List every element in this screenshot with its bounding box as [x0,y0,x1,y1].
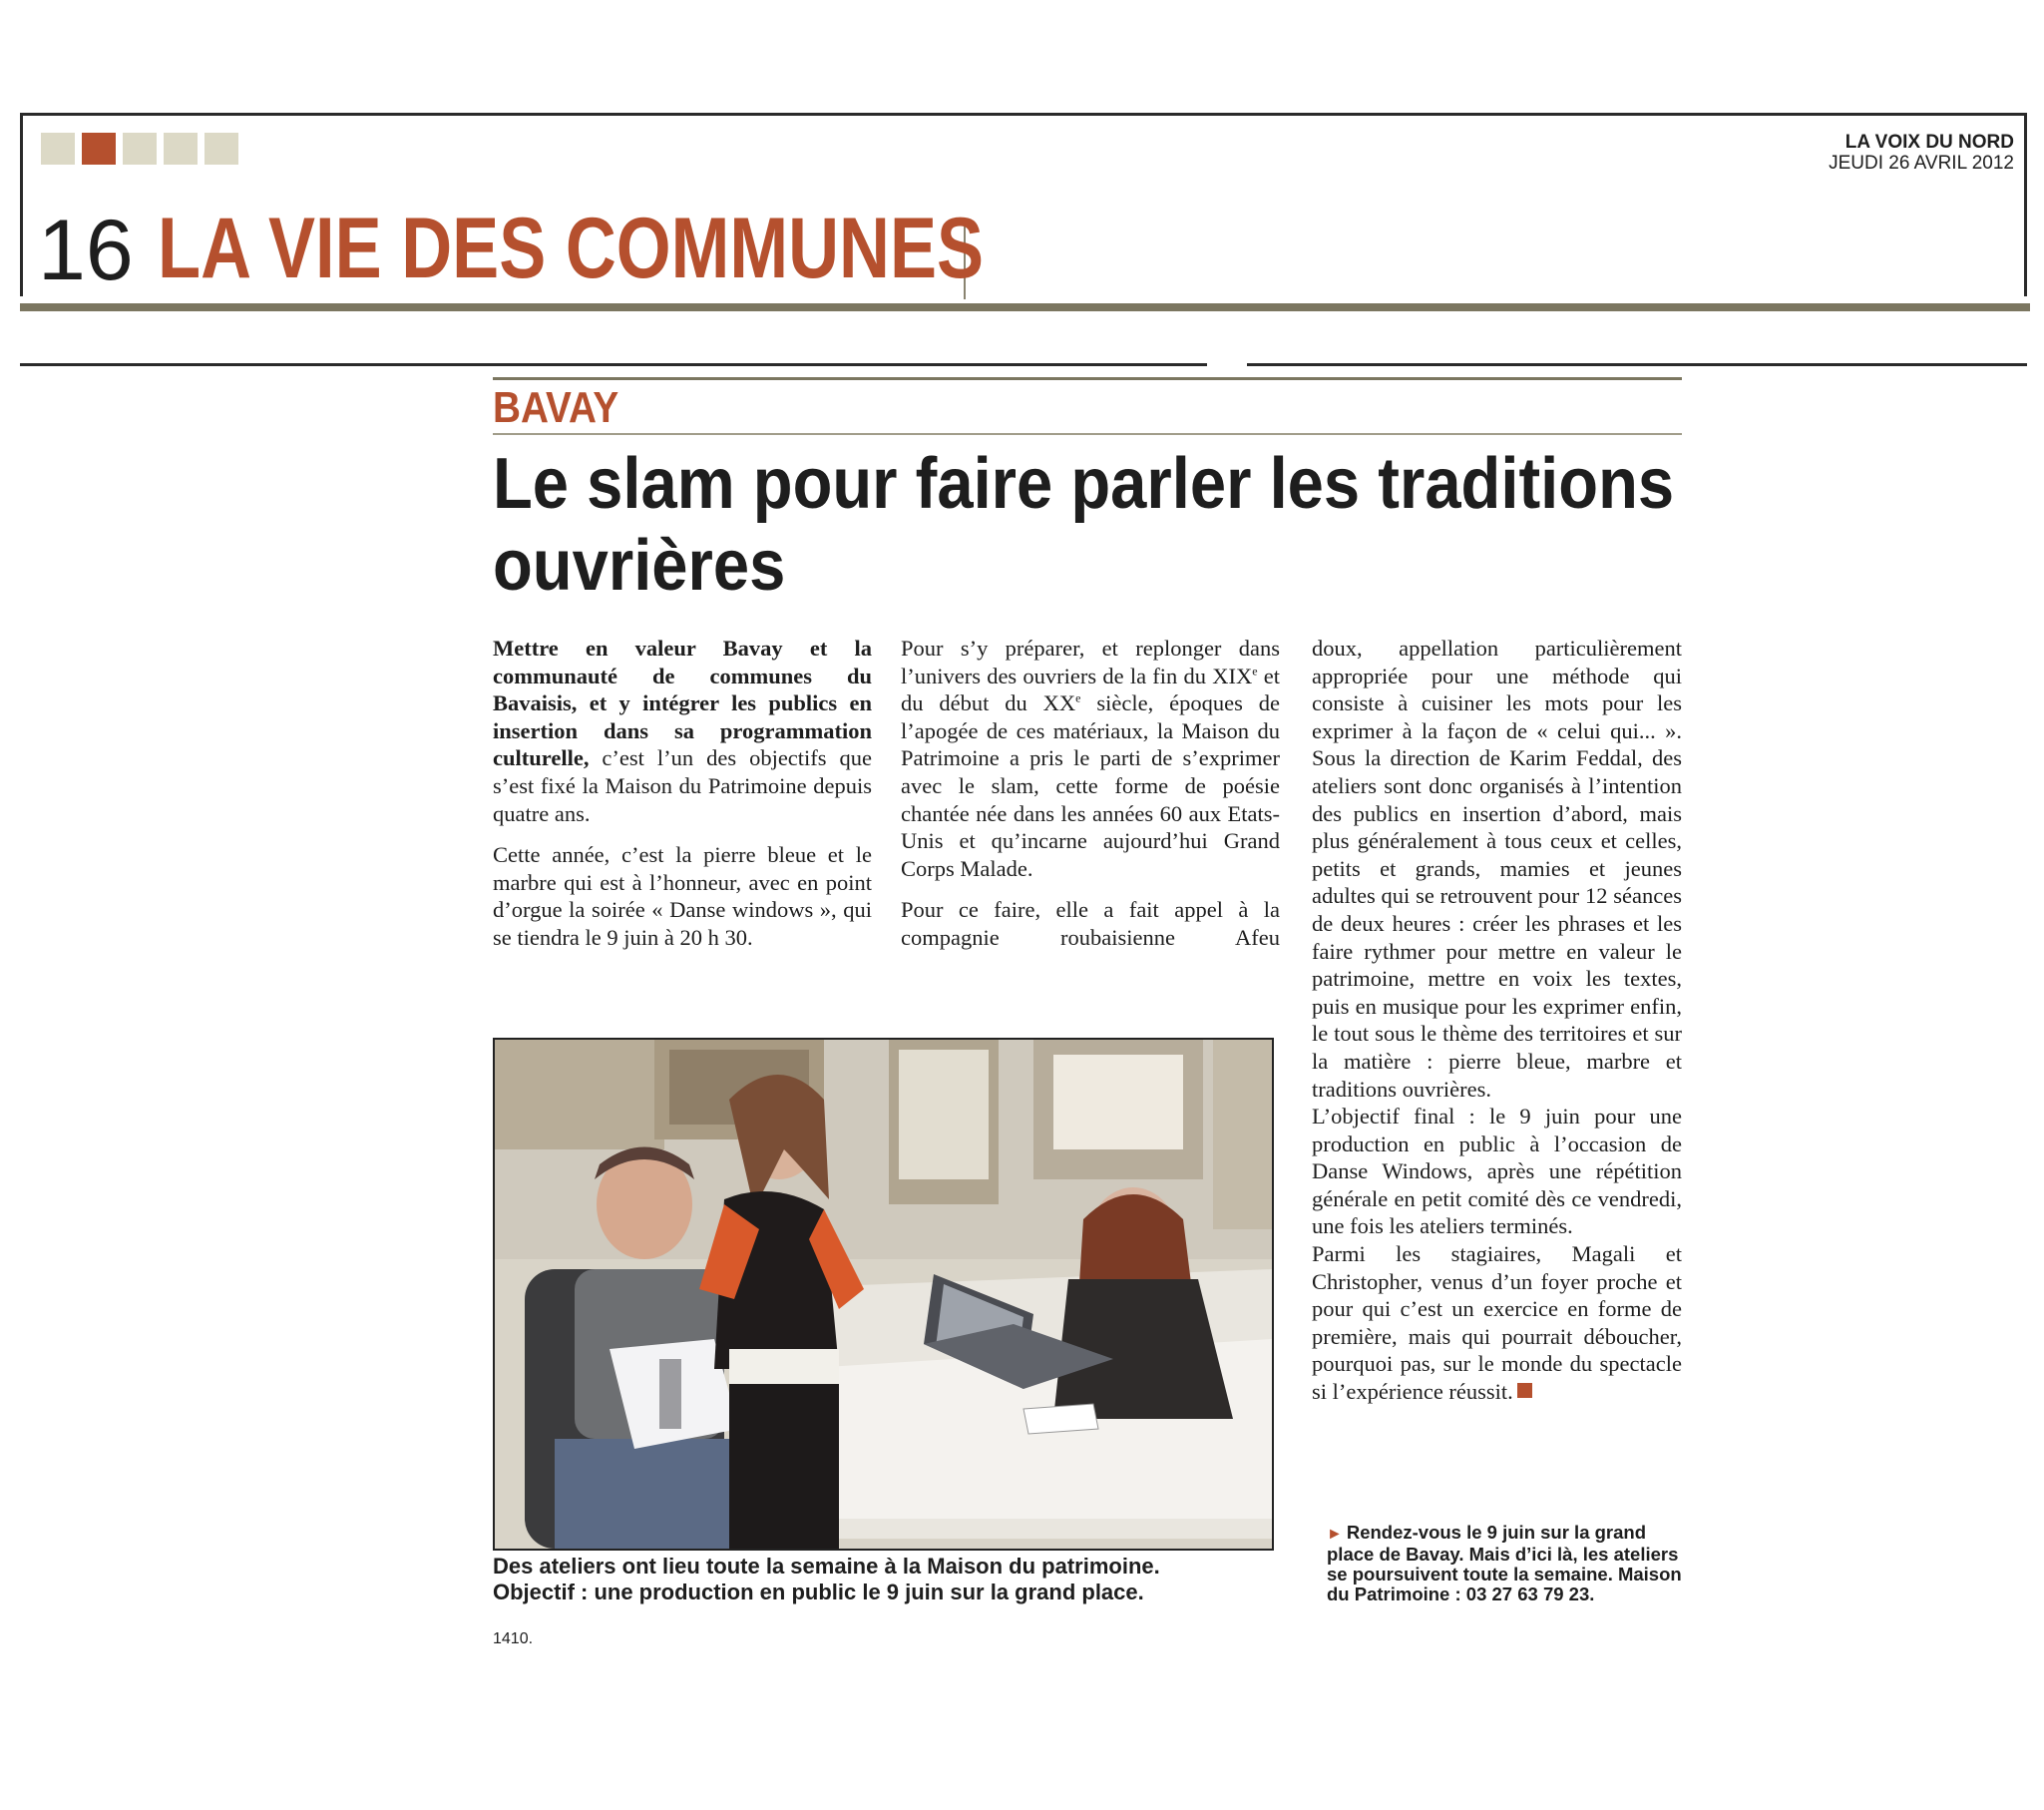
end-of-article-square-icon [1517,1383,1532,1398]
header-frame-left [20,113,23,296]
paragraph: Cette année, c’est la pierre bleue et le marbre qui est à l’honneur, avec en point d’orgue la soirée « Danse windows », qui se tiendra le 9 juin à 20 h 30. [493,842,872,950]
paragraph: doux, appellation particulièrement appropriée pour une méthode qui consiste à cuisiner les mots pour les exprimer à la façon de « celui qui... ». Sous la direction de Karim Feddal, des ateliers sont donc organisés à l’intention des publics en insertion d’abord, mais plus généralement à tous ceux et celles, petits et grands, mamies et jeunes adultes qui se retrouvent pour 12 séances de deux heures : créer les phrases et les faire rythmer pour mettre en valeur le patrimoine, mettre en voix les textes, puis en musique pour les exprimer enfin, le tout sous le thème des territoires et sur la matière : pierre bleue, marbre et traditions ouvrières. [1312,636,1682,1102]
paragraph [1312,1240,1682,1406]
publication-date: JEUDI 26 AVRIL 2012 [1829,153,2014,174]
indicator-square [41,133,75,165]
header-frame-top [20,113,2027,116]
triangle-right-icon: ► [1327,1526,1343,1543]
indicator-square-active [82,133,116,165]
page-number: 16 [38,203,134,298]
info-box [1327,1523,1686,1604]
kicker-rule-top [493,377,1682,380]
article-headline: Le slam pour faire parler les traditions ouvrières [493,444,1675,606]
superscript: e [1075,690,1081,705]
header-frame-right [2024,113,2027,296]
paragraph: Pour ce faire, elle a fait appel à la compagnie roubaisienne Afeu [901,897,1280,950]
superscript: e [1252,664,1258,679]
indicator-square [164,133,198,165]
indicator-square [123,133,157,165]
article-column-3 [1312,635,1682,1406]
divider-rule-right [1247,363,2027,366]
newspaper-name: LA VOIX DU NORD [1844,132,2014,153]
info-text: Rendez-vous le 9 juin sur la grand place de Bavay. Mais d’ici là, les ateliers se poursuivent toute la semaine. Maison du Patrimoine : 03 27 63 79 23. [1327,1522,1682,1604]
section-indicator-squares [41,133,238,165]
lead-paragraph [493,635,872,827]
caption-line: Objectif : une production en public le 9 juin sur la grand place. [493,1580,1144,1604]
section-title: LA VIE DES COMMUNES [158,201,985,296]
footer-code: 1410. [493,1630,534,1647]
lead-bold-text: Mettre en valeur Bavay et la communauté de communes du Bavaisis, et y intégrer les publics en insertion dans sa programmation culturelle, [493,636,872,771]
text-run: siècle, époques de l’apogée de ces matériaux, la Maison du Patrimoine a pris le parti de s’exprimer avec le slam, cette forme de poésie chantée née dans les années 60 aux Etats-Unis et qu’incarne aujourd’hui Grand Corps Malade. [901,690,1280,881]
article-column-2 [901,635,1280,966]
paragraph [901,635,1280,882]
indicator-square [204,133,238,165]
text-run: et du début du XX [901,663,1280,716]
article-photo [493,1038,1274,1551]
article-kicker: BAVAY [493,383,619,432]
workshop-photo-illustration [495,1040,1272,1549]
text-run: Pour s’y préparer, et replonger dans l’univers des ouvriers de la fin du XIX [901,636,1280,688]
text-run: Parmi les stagiaires, Magali et Christopher, venus d’un foyer proche et pour qui c’est un exercice en forme de première, mais qui pourrait déboucher, pourquoi pas, sur le monde du spectacle si l’expérience réussit. [1312,1241,1682,1405]
lead-text: c’est l’un des objectifs que s’est fixé la Maison du Patrimoine depuis quatre ans. [493,745,872,826]
divider-rule-left [20,363,1207,366]
photo-caption [493,1554,1291,1605]
paragraph: L’objectif final : le 9 juin pour une production en public à l’occasion de Danse Windows, après une répétition générale en petit comité dès ce vendredi, une fois les ateliers terminés. [1312,1104,1682,1239]
caption-line: Des ateliers ont lieu toute la semaine à la Maison du patrimoine. [493,1554,1160,1579]
kicker-rule-bottom [493,433,1682,435]
header-bottom-bar [20,303,2030,311]
article-column-1 [493,635,872,966]
